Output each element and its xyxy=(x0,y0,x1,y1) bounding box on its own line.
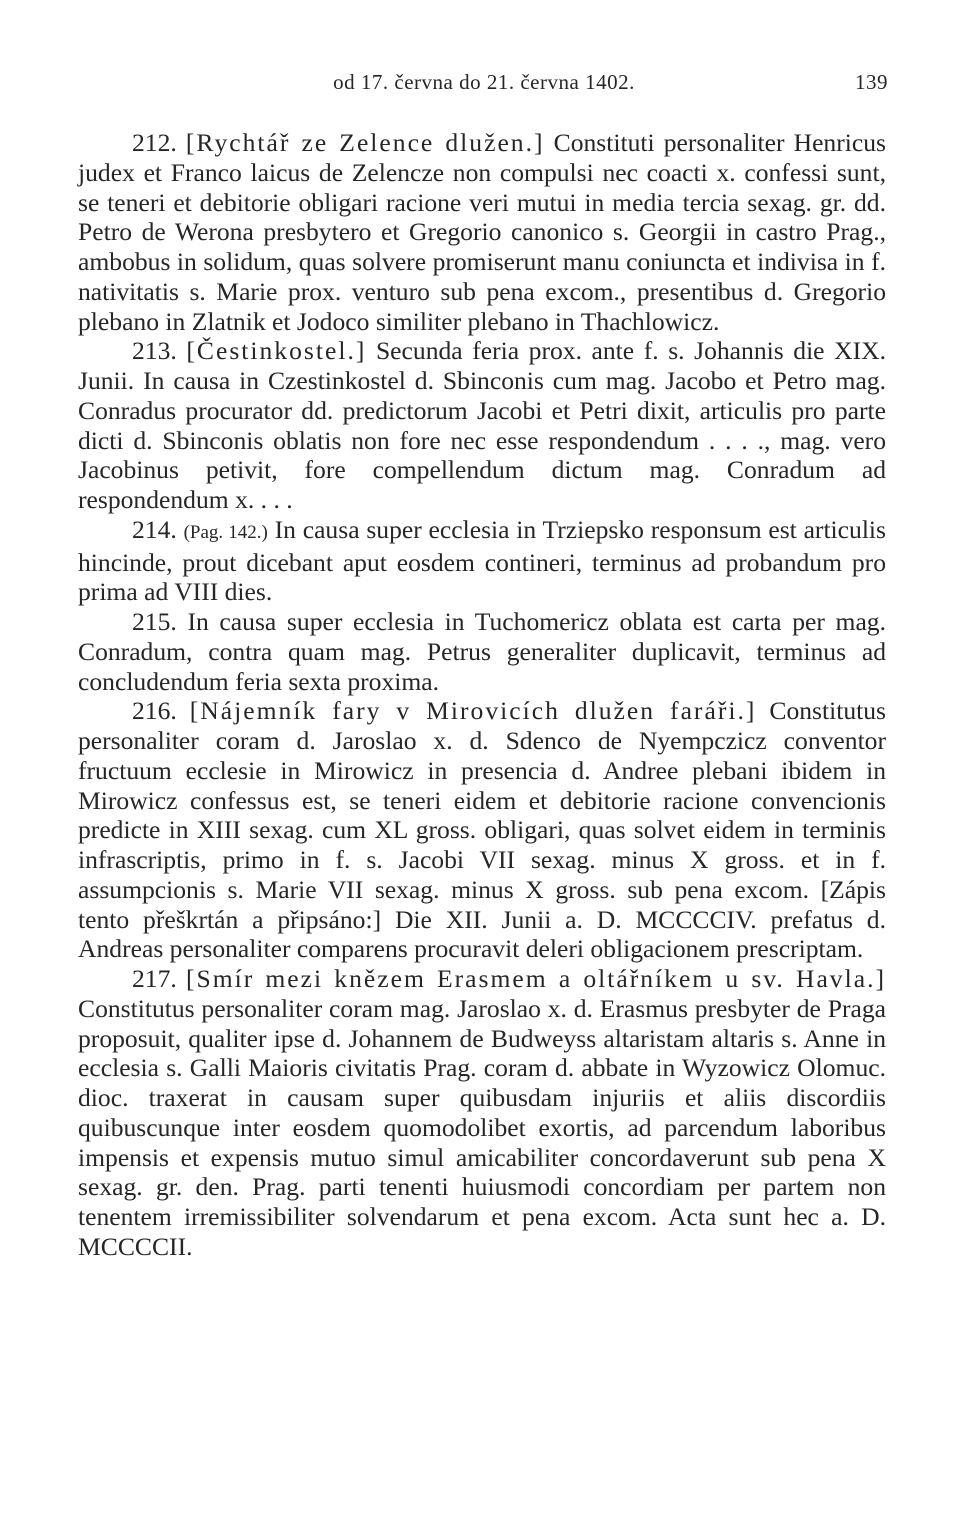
entry-heading: [Nájemník fary v Mirovicích dlužen faráři.] xyxy=(189,696,757,726)
page-reference: (Pag. 142.) xyxy=(183,521,268,543)
entry-217 xyxy=(78,964,886,1262)
entry-216 xyxy=(78,696,886,964)
entry-number: 217. xyxy=(132,964,177,993)
entry-number: 214. xyxy=(132,514,177,544)
entry-212 xyxy=(78,128,886,336)
entry-number: 216. xyxy=(132,696,177,726)
entry-number: 212. xyxy=(132,128,177,157)
entry-number: 213. xyxy=(132,336,177,366)
page-number: 139 xyxy=(855,70,888,94)
body-text xyxy=(78,128,886,1262)
entry-213 xyxy=(78,336,886,515)
entry-heading: [Smír mezi knězem Erasmem a oltářníkem u sv. Havla.] xyxy=(185,964,886,993)
entry-text: In causa super ecclesia in Trziepsko responsum est articulis hincinde, prout dicebant aput eosdem contineri, terminus ad probandum pro prima ad VIII dies. xyxy=(78,514,887,607)
entry-215 xyxy=(78,607,886,696)
entry-214 xyxy=(78,515,886,607)
entry-text: Constitutus personaliter coram d. Jaroslao x. d. Sdenco de Nyempczicz conventor fructuum ecclesie in Mirowicz in presencia d. Andree plebani ibidem in Mirowicz confessus est, se teneri eidem et debitorie racione convencionis predicte in XIII sexag. cum XL gross. obligari, quas solvet eidem in terminis infrascriptis, primo in f. s. Jacobi VII sexag. minus X gross. et in f. assumpcionis s. Marie VII sexag. minus X gross. sub pena excom. [Zápis tento přeškrtán a připsáno:] Die XII. Junii a. D. MCCCCIV. prefatus d. Andreas personaliter comparens procuravit deleri obligacionem prescriptam. xyxy=(78,696,886,964)
entry-number: 215. xyxy=(132,607,177,636)
entry-heading: [Rychtář ze Zelence dlužen.] xyxy=(185,128,545,157)
running-title: od 17. června do 21. června 1402. xyxy=(333,70,635,94)
entry-text: Secunda feria prox. ante f. s. Johannis die XIX. Junii. In causa in Czestinkostel d. Sbinconis cum mag. Jacobo et Petro mag. Conradus procurator dd. predictorum Jacobi et Petri dixit, articulis pro parte dicti d. Sbinconis oblatis non fore nec esse respondendum . . . ., mag. vero Jacobinus petivit, fore compellendum dictum mag. Conradum ad respondendum x. . . . xyxy=(78,336,886,514)
running-header xyxy=(80,70,888,100)
entry-text: In causa super ecclesia in Tuchomericz oblata est carta per mag. Conradum, contra quam mag. Petrus generaliter duplicavit, terminus ad concludendum feria sexta proxima. xyxy=(78,607,886,696)
entry-heading: [Čestinkostel.] xyxy=(186,336,367,366)
entry-text: Constituti personaliter Henricus judex et Franco laicus de Zelencze non compulsi nec coacti x. confessi sunt, se teneri et debitorie obligari racione veri mutui in media tercia sexag. gr. dd. Petro de Werona presbytero et Gregorio canonico s. Georgii in castro Prag., ambobus in solidum, quas solvere promiserunt manu coniuncta et indivisa in f. nativitatis s. Marie prox. venturo sub pena excom., presentibus d. Gregorio plebano in Zlatnik et Jodoco similiter plebano in Thachlowicz. xyxy=(78,128,886,336)
entry-text: Constitutus personaliter coram mag. Jaroslao x. d. Erasmus presbyter de Praga proposuit, qualiter ipse d. Johannem de Budweyss altaristam altaris s. Anne in ecclesia s. Galli Maioris civitatis Prag. coram d. abbate in Wyzowicz Olomuc. dioc. traxerat in causam super quibusdam injuriis et aliis discordiis quibuscunque inter eosdem quomodolibet exortis, ad parcendum laboribus impensis et expensis mutuo simul amicabiliter concordaverunt sub pena X sexag. gr. den. Prag. parti tenenti huiusmodi concordiam per partem non tenentem irremissibiliter solvendarum et pena excom. Acta sunt hec a. D. MCCCCII. xyxy=(78,993,886,1261)
